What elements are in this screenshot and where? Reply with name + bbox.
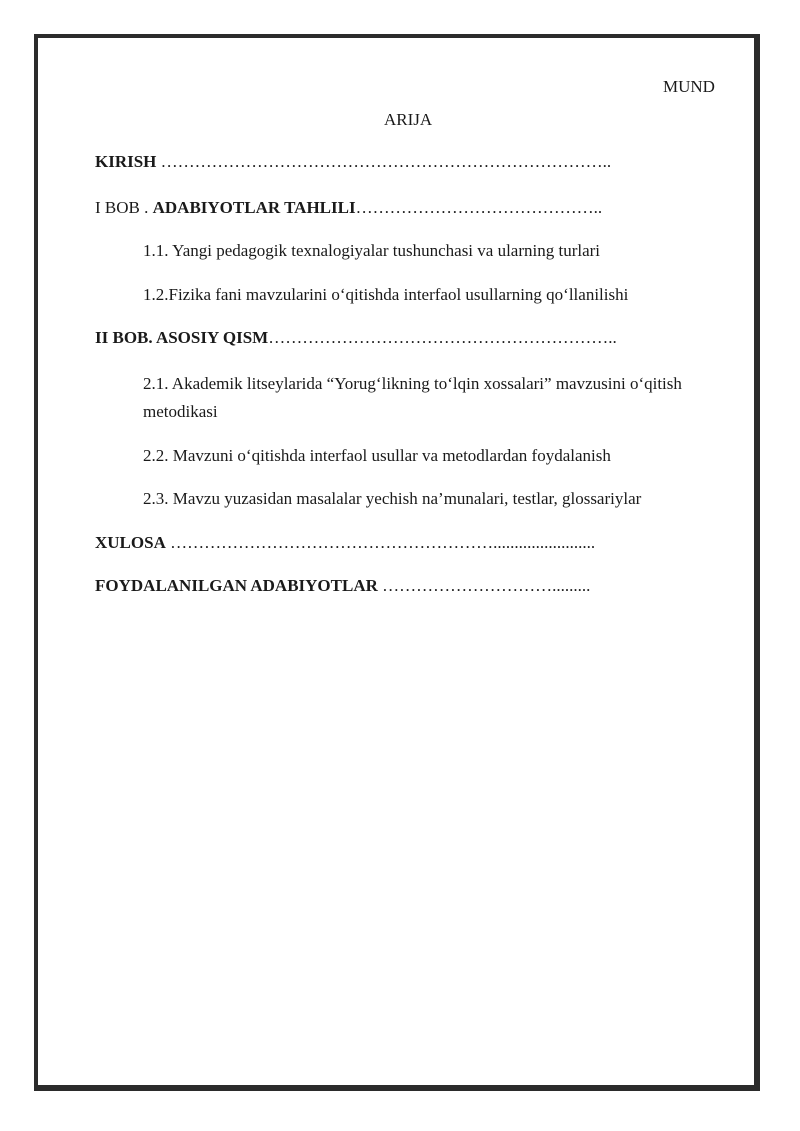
toc-entry-kirish bbox=[95, 151, 611, 173]
toc-leader-dots: …………………………......... bbox=[377, 576, 591, 595]
toc-heading: XULOSA bbox=[95, 533, 166, 552]
toc-leader-dots: …………………………………….. bbox=[355, 198, 603, 217]
toc-leader-dots: …………………………………………………........................ bbox=[165, 533, 596, 552]
title-part-2: ARIJA bbox=[384, 110, 433, 129]
toc-entry-chapter-1 bbox=[95, 197, 602, 219]
toc-heading: FOYDALANILGAN ADABIYOTLAR bbox=[95, 576, 378, 595]
title-part-1: MUND bbox=[663, 77, 715, 96]
toc-heading: KIRISH bbox=[95, 152, 157, 171]
toc-chapter-prefix: I BOB . bbox=[95, 198, 153, 217]
toc-entry-chapter-2 bbox=[95, 327, 617, 349]
toc-entry-2-1: 2.1. Akademik litseylarida “Yorug‘likning to‘lqin xossalari” mavzusini o‘qitish metodikasi bbox=[143, 374, 682, 421]
toc-leader-dots: …………………………………………………….. bbox=[268, 328, 617, 347]
toc-leader-dots: …………………………………………………………………….. bbox=[156, 152, 612, 171]
toc-entry-adabiyotlar bbox=[95, 575, 590, 597]
toc-entry-2-2: 2.2. Mavzuni o‘qitishda interfaol usullar va metodlardan foydalanish bbox=[143, 446, 611, 465]
page-border bbox=[34, 34, 760, 1091]
toc-entry-1-2: 1.2.Fizika fani mavzularini o‘qitishda interfaol usullarning qo‘llanilishi bbox=[143, 285, 629, 304]
toc-heading: II BOB. ASOSIY QISM bbox=[95, 328, 269, 347]
toc-entry-xulosa bbox=[95, 532, 595, 554]
toc-heading: ADABIYOTLAR TAHLILI bbox=[152, 198, 356, 217]
toc-entry-1-1: 1.1. Yangi pedagogik texnalogiyalar tushunchasi va ularning turlari bbox=[143, 241, 601, 260]
toc-entry-2-3: 2.3. Mavzu yuzasidan masalalar yechish na’munalari, testlar, glossariylar bbox=[143, 489, 642, 508]
